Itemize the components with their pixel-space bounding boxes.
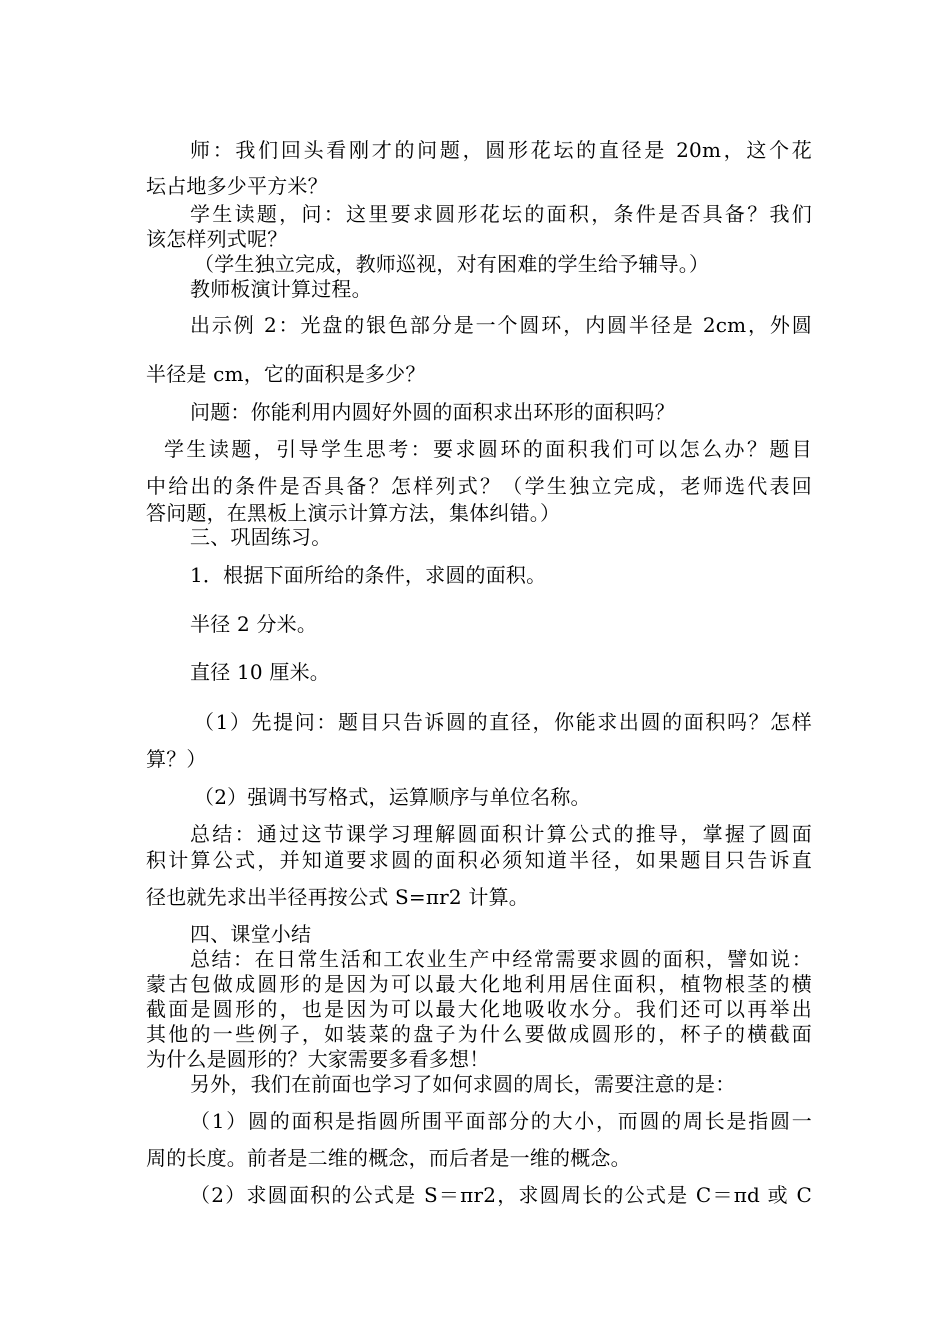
text-line: 半径是 cm，它的面积是多少？ (146, 362, 426, 386)
text-line: 中给出的条件是否具备？怎样列式？（学生独立完成，老师选代表回 (146, 474, 812, 498)
text-line: 答问题，在黑板上演示计算方法，集体纠错。） (146, 501, 561, 525)
text-line: 总结：在日常生活和工农业生产中经常需要求圆的面积，譬如说： (190, 947, 812, 971)
text-line: （2）强调书写格式，运算顺序与单位名称。 (194, 785, 591, 809)
text-line: 其他的一些例子，如装菜的盘子为什么要做成圆形的，杯子的横截面 (146, 1022, 812, 1046)
text-line: 师：我们回头看刚才的问题，圆形花坛的直径是 20m，这个花 (190, 138, 812, 162)
text-line: 径也就先求出半径再按公式 S=πr2 计算。 (146, 885, 530, 909)
text-line: 坛占地多少平方米？ (146, 174, 328, 198)
text-line: 学生读题，引导学生思考：要求圆环的面积我们可以怎么办？题目 (164, 437, 812, 461)
section-heading: 三、巩固练习。 (190, 525, 332, 549)
text-line: 积计算公式，并知道要求圆的面积必须知道半径，如果题目只告诉直 (146, 848, 812, 872)
text-line: 半径 2 分米。 (190, 612, 318, 636)
text-line: 截面是圆形的，也是因为可以最大化地吸收水分。我们还可以再举出 (146, 997, 812, 1021)
text-line: 总结：通过这节课学习理解圆面积计算公式的推导，掌握了圆面 (190, 822, 812, 846)
text-line: 直径 10 厘米。 (190, 660, 330, 684)
text-line: 周的长度。前者是二维的概念，而后者是一维的概念。 (146, 1146, 631, 1170)
text-line: 1．根据下面所给的条件，求圆的面积。 (190, 563, 547, 587)
text-line: 出示例 2：光盘的银色部分是一个圆环，内圆半径是 2cm，外圆 (190, 313, 812, 337)
text-line: 学生读题，问：这里要求圆形花坛的面积，条件是否具备？我们 (190, 202, 812, 226)
text-line: （1）圆的面积是指圆所围平面部分的大小，而圆的周长是指圆一 (190, 1109, 812, 1133)
text-line: 算？） (146, 747, 207, 771)
text-line: 为什么是圆形的？大家需要多看多想！ (146, 1047, 490, 1071)
text-line: 该怎样列式呢？ (146, 227, 288, 251)
text-line: 问题：你能利用内圆好外圆的面积求出环形的面积吗？ (190, 400, 675, 424)
text-line: （1）先提问：题目只告诉圆的直径，你能求出圆的面积吗？怎样 (194, 710, 812, 734)
text-line: 教师板演计算过程。 (190, 277, 372, 301)
section-heading: 四、课堂小结 (190, 922, 312, 946)
text-line: （学生独立完成，教师巡视，对有困难的学生给予辅导。） (194, 252, 710, 276)
text-line: 另外，我们在前面也学习了如何求圆的周长，需要注意的是： (190, 1072, 736, 1096)
text-line: 蒙古包做成圆形的是因为可以最大化地利用居住面积，植物根茎的横 (146, 972, 812, 996)
text-line: （2）求圆面积的公式是 S＝πr2，求圆周长的公式是 C＝πd 或 C (190, 1183, 812, 1207)
